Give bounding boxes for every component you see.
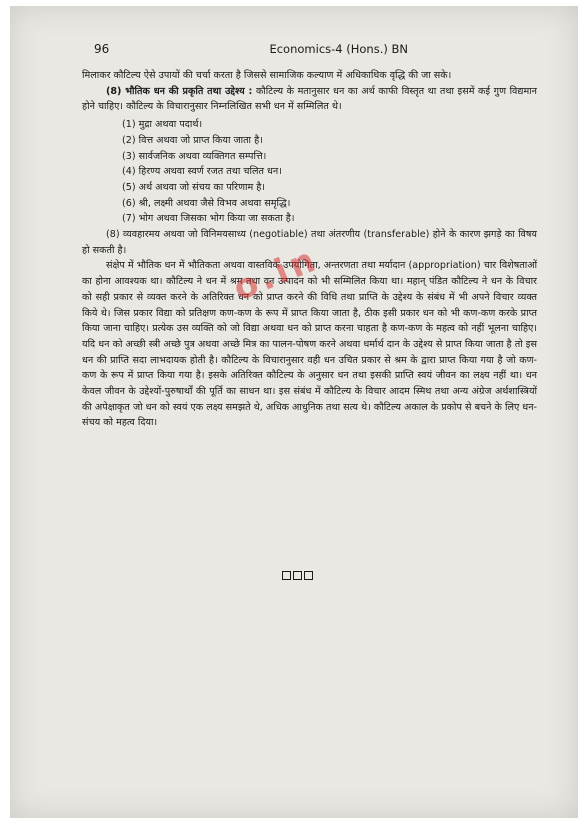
list-item: (6) श्री, लक्ष्मी अथवा जैसे विभव अथवा समृद्धि। — [122, 197, 291, 209]
square-icon — [293, 571, 302, 580]
section-heading: (8) भौतिक धन की प्रकृति तथा उद्देश्य : — [106, 85, 253, 97]
list-item: (5) अर्थ अथवा जो संचय का परिणाम है। — [122, 181, 266, 193]
summary-paragraph: संक्षेप में भौतिक धन में भौतिकता अथवा वास्तविक उपयोगिता, अन्तरणता तथा मर्यादान (appropriation) चार विशेषताओं का होना आवश्यक था। कौटिल्य ने धन में श्रम तथा वन उत्पादन को भी सम्मिलित किया था। महान् पंडित कौटिल्य ने धन के विचार को सही प्रकार से व्यक्त करने के अतिरिक्त धन को प्राप्त करने की विधि तथा प्राप्ति के उद्देश्य के संबंध में भी अपने विचार व्यक्त किये थे। जिस प्रकार विद्या को प्रतिक्षण कण-कण के रूप में प्राप्त किया जाता है, ठीक इसी प्रकार धन को भी कण-कण करके प्राप्त किया जाना चाहिए। प्रत्येक उस व्यक्ति को जो विद्या अथवा धन को प्राप्त करना चाहता है कण-कण के महत्व को नहीं भूलना चाहिए। यदि धन को अच्छी स्त्री अच्छे पुत्र अथवा अच्छे मित्र का पालन-पोषण करने अथवा धर्मार्थ दान के उद्देश्य से प्राप्त किया जाता है तो इस धन की प्राप्ति सदा लाभदायक होती है। कौटिल्य के विचारानुसार वही धन उचित प्रकार से श्रम के द्वारा प्राप्त किया गया है जो कण-कण के रूप में प्राप्त किया गया है। इसके अतिरिक्त कौटिल्य के अनुसार धन तथा इसकी प्राप्ति स्वयं जीवन का लक्ष्य नहीं था। धन केवल जीवन के उद्देश्यों-पुरुषार्थों की पूर्ति का साधन था। इस संबंध में कौटिल्य के विचार आदम स्मिथ तथा अन्य अंग्रेज अर्थशास्त्रियों की अपेक्षाकृत जो धन को स्वयं एक लक्ष्य समझते थे, अधिक आधुनिक तथा सत्य थे। कौटिल्य अकाल के प्रकोप से बचने के लिए धन-संचय को महत्व दिया। — [82, 260, 537, 429]
intro-paragraph: मिलाकर कौटिल्य ऐसे उपायों की चर्चा करता है जिससे सामाजिक कल्याण में अधिकाधिक वृद्धि की जा सके। — [82, 70, 452, 81]
list-item: (4) हिरण्य अथवा स्वर्ण रजत तथा चलित धन। — [122, 166, 282, 178]
section-paragraph — [82, 84, 537, 115]
page-header — [94, 42, 528, 56]
list-item: (2) वित्त अथवा जो प्राप्त किया जाता है। — [122, 134, 263, 146]
list-item: (7) भोग अथवा जिसका भोग किया जा सकता है। — [122, 213, 295, 225]
page-number: 96 — [94, 42, 110, 56]
watermark: o.in — [227, 238, 325, 310]
wealth-list — [122, 117, 537, 227]
document-page — [10, 6, 578, 818]
item8-paragraph: (8) व्यवहारमय अथवा जो विनिमयसाध्य (negotiable) तथा अंतरणीय (transferable) होने के कारण झगड़े का विषय हो सकती है। — [82, 229, 537, 256]
square-icon — [304, 571, 313, 580]
list-item: (3) सार्वजनिक अथवा व्यक्तिगत सम्पत्ति। — [122, 150, 267, 162]
body-text — [82, 68, 537, 431]
square-icon — [282, 571, 291, 580]
running-title: Economics-4 (Hons.) BN — [269, 42, 408, 56]
end-of-section-mark — [282, 571, 313, 580]
list-item: (1) मुद्रा अथवा पदार्थ। — [122, 119, 203, 131]
section-text: कौटिल्य के मतानुसार धन का अर्थ काफी विस्तृत था तथा इसमें कई गुण विद्यमान होने चाहिए। कौटिल्य के विचारानुसार निम्नलिखित सभी धन में सम्मिलित थे। — [82, 85, 537, 113]
